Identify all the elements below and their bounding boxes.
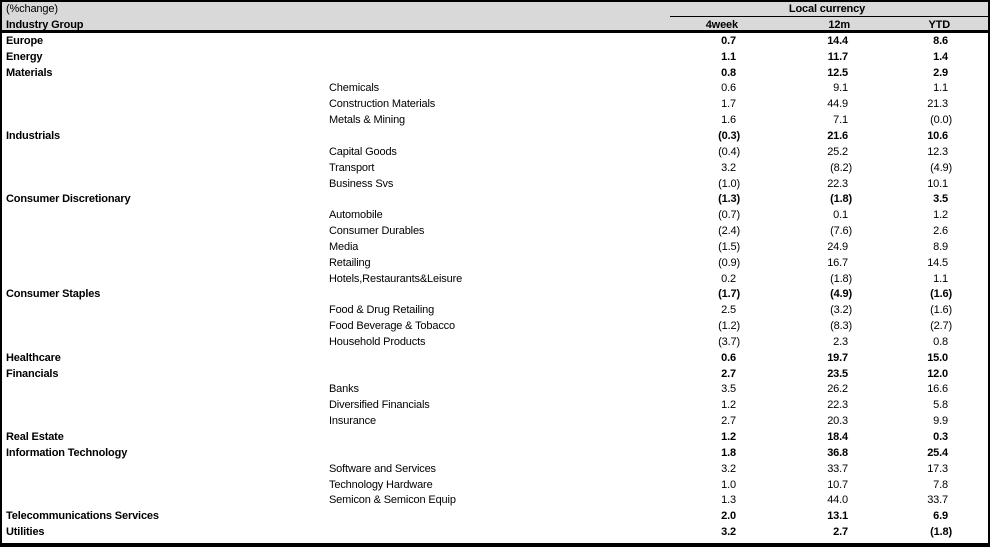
local-currency-underline xyxy=(670,16,988,17)
value-cell-12m: 13.1 xyxy=(827,510,848,523)
value-cell-12m: 2.7 xyxy=(833,526,848,539)
industry-sub-label: Software and Services xyxy=(329,462,436,475)
industry-sub-label: Automobile xyxy=(329,209,383,222)
value-cell-4week: 2.5 xyxy=(721,304,736,317)
table-row xyxy=(2,223,988,239)
value-cell-4week: 1.3 xyxy=(721,494,736,507)
value-cell-12m: 22.3 xyxy=(827,399,848,412)
value-cell-12m: (7.6) xyxy=(830,225,852,238)
value-cell-12m: 24.9 xyxy=(827,240,848,253)
value-cell-ytd: 7.8 xyxy=(933,478,948,491)
value-cell-12m: (8.3) xyxy=(830,320,852,333)
industry-sub-label: Hotels,Restaurants&Leisure xyxy=(329,272,463,285)
industry-sub-label: Transport xyxy=(329,161,375,174)
industry-sub-label: Consumer Durables xyxy=(329,225,425,238)
value-cell-12m: 7.1 xyxy=(833,114,848,127)
table-row xyxy=(2,287,988,303)
table-row xyxy=(2,96,988,112)
value-cell-12m: 11.7 xyxy=(827,50,848,63)
table-row xyxy=(2,207,988,223)
value-cell-ytd: 33.7 xyxy=(927,494,948,507)
value-cell-ytd: (1.6) xyxy=(930,304,952,317)
value-cell-4week: 1.6 xyxy=(721,114,736,127)
local-currency-header: Local currency xyxy=(788,3,866,15)
value-cell-12m: (3.2) xyxy=(830,304,852,317)
industry-group-label: Telecommunications Services xyxy=(6,510,159,523)
industry-sub-label: Household Products xyxy=(329,335,426,348)
value-cell-ytd: 0.8 xyxy=(933,335,948,348)
value-cell-12m: 36.8 xyxy=(827,446,848,459)
table-row xyxy=(2,160,988,176)
value-cell-4week: 0.8 xyxy=(721,66,736,79)
industry-sub-label: Food Beverage & Tobacco xyxy=(329,320,455,333)
value-cell-12m: 33.7 xyxy=(827,462,848,475)
value-cell-ytd: 1.4 xyxy=(933,50,948,63)
value-cell-4week: 1.2 xyxy=(721,399,736,412)
value-cell-ytd: 25.4 xyxy=(927,446,948,459)
value-cell-ytd: 0.3 xyxy=(933,431,948,444)
header-row-columns xyxy=(2,17,988,33)
table-row xyxy=(2,461,988,477)
value-cell-ytd: 3.5 xyxy=(933,193,948,206)
value-cell-4week: 1.0 xyxy=(721,478,736,491)
industry-group-label: Real Estate xyxy=(6,431,64,444)
value-cell-4week: 0.6 xyxy=(721,82,736,95)
value-cell-4week: 2.7 xyxy=(721,415,736,428)
value-cell-ytd: (1.6) xyxy=(930,288,952,301)
unit-label: (%change) xyxy=(6,3,58,15)
value-cell-ytd: 21.3 xyxy=(927,98,948,111)
value-cell-ytd: 2.9 xyxy=(933,66,948,79)
value-cell-4week: 3.2 xyxy=(721,462,736,475)
value-cell-4week: 2.7 xyxy=(721,367,736,380)
value-cell-4week: 3.2 xyxy=(721,161,736,174)
value-cell-4week: (0.3) xyxy=(718,129,740,142)
value-cell-12m: 21.6 xyxy=(827,129,848,142)
industry-group-header: Industry Group xyxy=(6,19,84,31)
table-row xyxy=(2,128,988,144)
table-row xyxy=(2,492,988,508)
value-cell-ytd: 2.6 xyxy=(933,225,948,238)
industry-sub-label: Metals & Mining xyxy=(329,114,406,127)
industry-group-label: Consumer Discretionary xyxy=(6,193,131,206)
table-row xyxy=(2,524,988,540)
value-cell-ytd: 14.5 xyxy=(927,256,948,269)
value-cell-12m: 10.7 xyxy=(827,478,848,491)
value-cell-ytd: 9.9 xyxy=(933,415,948,428)
industry-group-label: Materials xyxy=(6,66,53,79)
value-cell-ytd: (0.0) xyxy=(930,114,952,127)
value-cell-4week: 1.2 xyxy=(721,431,736,444)
value-cell-12m: (1.8) xyxy=(830,272,852,285)
value-cell-ytd: 5.8 xyxy=(933,399,948,412)
table-row xyxy=(2,33,988,49)
value-cell-12m: 18.4 xyxy=(827,431,848,444)
industry-sub-label: Diversified Financials xyxy=(329,399,430,412)
value-cell-12m: 26.2 xyxy=(827,383,848,396)
value-cell-12m: 0.1 xyxy=(833,209,848,222)
value-cell-4week: (3.7) xyxy=(718,335,740,348)
industry-sub-label: Chemicals xyxy=(329,82,379,95)
table-row xyxy=(2,508,988,524)
value-cell-ytd: 15.0 xyxy=(927,351,948,364)
value-cell-4week: 1.7 xyxy=(721,98,736,111)
industry-sub-label: Construction Materials xyxy=(329,98,436,111)
value-cell-12m: (8.2) xyxy=(830,161,852,174)
value-cell-4week: (0.4) xyxy=(718,145,740,158)
table-row xyxy=(2,112,988,128)
value-cell-4week: (1.0) xyxy=(718,177,740,190)
value-cell-12m: 9.1 xyxy=(833,82,848,95)
table-row xyxy=(2,176,988,192)
table-row xyxy=(2,382,988,398)
value-cell-ytd: 8.6 xyxy=(933,34,948,47)
value-cell-4week: (2.4) xyxy=(718,225,740,238)
table-row xyxy=(2,366,988,382)
column-header-12m: 12m xyxy=(828,19,850,31)
industry-group-label: Healthcare xyxy=(6,351,61,364)
industry-sub-label: Technology Hardware xyxy=(329,478,433,491)
value-cell-4week: (1.2) xyxy=(718,320,740,333)
value-cell-ytd: (4.9) xyxy=(930,161,952,174)
table-row xyxy=(2,271,988,287)
table-row xyxy=(2,302,988,318)
value-cell-12m: 44.0 xyxy=(827,494,848,507)
table-row xyxy=(2,334,988,350)
value-cell-ytd: 1.2 xyxy=(933,209,948,222)
value-cell-ytd: 6.9 xyxy=(933,510,948,523)
value-cell-4week: 3.2 xyxy=(721,526,736,539)
industry-sub-label: Business Svs xyxy=(329,177,394,190)
value-cell-ytd: 12.0 xyxy=(927,367,948,380)
industry-group-label: Consumer Staples xyxy=(6,288,101,301)
industry-group-label: Industrials xyxy=(6,129,60,142)
value-cell-12m: 22.3 xyxy=(827,177,848,190)
value-cell-4week: 3.5 xyxy=(721,383,736,396)
table-row xyxy=(2,191,988,207)
value-cell-12m: 19.7 xyxy=(827,351,848,364)
industry-group-label: Information Technology xyxy=(6,446,128,459)
industry-sub-label: Capital Goods xyxy=(329,145,397,158)
value-cell-ytd: 1.1 xyxy=(933,272,948,285)
value-cell-12m: 44.9 xyxy=(827,98,848,111)
value-cell-12m: 20.3 xyxy=(827,415,848,428)
table-row xyxy=(2,49,988,65)
value-cell-4week: 0.2 xyxy=(721,272,736,285)
table-header xyxy=(2,2,988,33)
value-cell-4week: (0.9) xyxy=(718,256,740,269)
value-cell-12m: 25.2 xyxy=(827,145,848,158)
value-cell-4week: 1.8 xyxy=(721,446,736,459)
table-row xyxy=(2,318,988,334)
value-cell-ytd: 1.1 xyxy=(933,82,948,95)
industry-sub-label: Semicon & Semicon Equip xyxy=(329,494,456,507)
industry-group-label: Financials xyxy=(6,367,59,380)
value-cell-ytd: 8.9 xyxy=(933,240,948,253)
table-row xyxy=(2,413,988,429)
value-cell-ytd: 10.1 xyxy=(927,177,948,190)
industry-group-label: Energy xyxy=(6,50,43,63)
column-header-4week: 4week xyxy=(705,19,738,31)
table-row xyxy=(2,144,988,160)
value-cell-4week: 0.7 xyxy=(721,34,736,47)
industry-sub-label: Banks xyxy=(329,383,359,396)
value-cell-ytd: 10.6 xyxy=(927,129,948,142)
industry-group-label: Utilities xyxy=(6,526,45,539)
value-cell-4week: (1.3) xyxy=(718,193,740,206)
value-cell-4week: (1.5) xyxy=(718,240,740,253)
header-row-units xyxy=(2,2,988,17)
value-cell-4week: 2.0 xyxy=(721,510,736,523)
table-row xyxy=(2,445,988,461)
table-row xyxy=(2,65,988,81)
table-row xyxy=(2,397,988,413)
value-cell-4week: (0.7) xyxy=(718,209,740,222)
value-cell-12m: 12.5 xyxy=(827,66,848,79)
industry-sub-label: Food & Drug Retailing xyxy=(329,304,435,317)
table-row xyxy=(2,350,988,366)
value-cell-ytd: (1.8) xyxy=(930,526,952,539)
table-row xyxy=(2,429,988,445)
table-row xyxy=(2,255,988,271)
value-cell-ytd: (2.7) xyxy=(930,320,952,333)
value-cell-12m: 2.3 xyxy=(833,335,848,348)
industry-sub-label: Insurance xyxy=(329,415,376,428)
value-cell-12m: (1.8) xyxy=(830,193,852,206)
table-body xyxy=(2,33,988,540)
table-row xyxy=(2,239,988,255)
value-cell-12m: 23.5 xyxy=(827,367,848,380)
value-cell-ytd: 16.6 xyxy=(927,383,948,396)
value-cell-ytd: 17.3 xyxy=(927,462,948,475)
value-cell-12m: (4.9) xyxy=(830,288,852,301)
value-cell-12m: 16.7 xyxy=(827,256,848,269)
industry-sub-label: Retailing xyxy=(329,256,371,269)
column-header-ytd: YTD xyxy=(928,19,950,31)
industry-sub-label: Media xyxy=(329,240,359,253)
value-cell-12m: 14.4 xyxy=(827,34,848,47)
industry-group-label: Europe xyxy=(6,34,43,47)
value-cell-4week: 0.6 xyxy=(721,351,736,364)
value-cell-4week: (1.7) xyxy=(718,288,740,301)
value-cell-4week: 1.1 xyxy=(721,50,736,63)
table-row xyxy=(2,81,988,97)
value-cell-ytd: 12.3 xyxy=(927,145,948,158)
table-row xyxy=(2,477,988,493)
